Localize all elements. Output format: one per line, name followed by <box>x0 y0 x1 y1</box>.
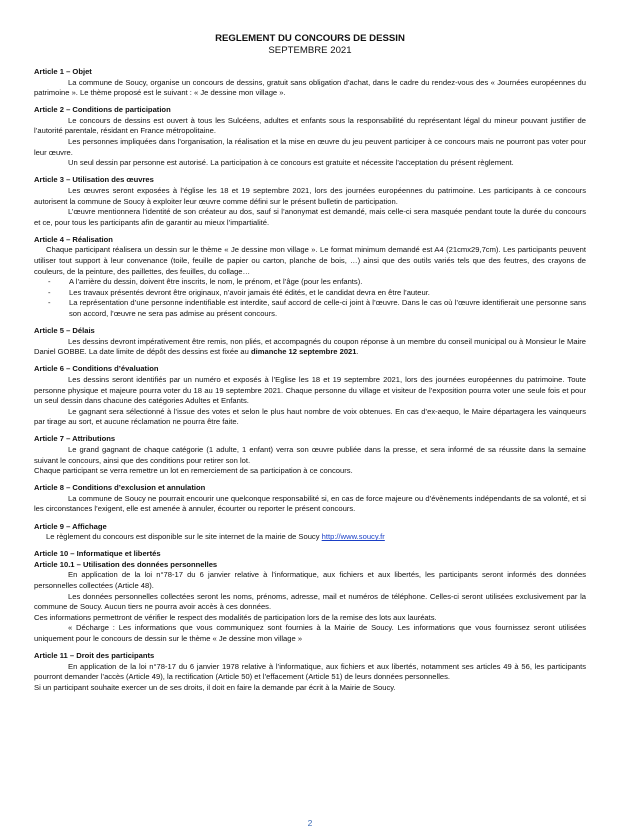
list-item: - Les travaux présentés devront être originaux, n’avoir jamais été édités, et le candidat devra en être l’auteur. <box>34 288 586 299</box>
article-1-title: Article 1 – Objet <box>34 67 92 76</box>
article-6-paragraph: Le gagnant sera sélectionné à l’issue des votes et selon le plus haut nombre de voix obtenues. En cas d’ex-aequo, le Maire départagera les vainqueurs par tirage au sort, et aucune réclamation ne pourra être faite. <box>34 406 586 427</box>
article-5-title: Article 5 – Délais <box>34 326 95 336</box>
article-10-title: Article 10 – Informatique et libertés <box>34 549 161 559</box>
article-2-paragraph: Les personnes impliquées dans l’organisation, la réalisation et la mise en œuvre du jeu peuvent participer à ce concours mais ne pourront pas voter pour leur œuvre. <box>34 137 586 157</box>
document-subtitle: SEPTEMBRE 2021 <box>268 45 352 56</box>
article-4-list <box>34 277 586 319</box>
article-7-paragraph: Le grand gagnant de chaque catégorie (1 adulte, 1 enfant) verra son œuvre publiée dans la presse, et sera informé de sa réussite dans la semaine suivant le concours, ainsi que des conditions pour retirer son lot. <box>34 445 586 465</box>
article-4-title: Article 4 – Réalisation <box>34 234 113 244</box>
article-9 <box>34 522 586 543</box>
article-10-paragraph: « Décharge : Les informations que vous communiquez sont fournies à la Mairie de Soucy. Les informations que vous fournissez seront utilisées uniquement pour le concours de dessin sur le thème « Je dessine mon village » <box>34 623 586 643</box>
article-3-paragraph: L’œuvre mentionnera l’identité de son créateur au dos, sauf si l’anonymat est demandé, mais celle-ci sera masquée pendant toute la durée du concours et ce, pour tous les participants afin de garantir au mieux l’impartialité. <box>34 207 586 227</box>
page-number: 2 <box>307 818 313 828</box>
list-item: - La représentation d’une personne indentifiable est interdite, sauf accord de celle-ci joint à l’œuvre. Dans le cas où l’œuvre identifierait une personne sans son accord, l’œuvre ne sera pas admise au présent concours. <box>34 298 586 319</box>
article-8 <box>34 483 586 515</box>
article-2 <box>34 105 586 169</box>
article-5-text: Les dessins devront impérativement être remis, non pliés, et accompagnés du coupon réponse à un membre du conseil municipal ou à Monsieur le Maire Daniel GOBBE. La date limite de dépôt des dessins est fixée au <box>34 336 586 357</box>
article-5-end: . <box>356 347 359 357</box>
article-8-paragraph: La commune de Soucy ne pourrait encourir une quelconque responsabilité si, en cas de force majeure ou d’évènements indépendants de sa volonté, et si les circonstances l’exigent, elle est amenée à annuler, écourter ou reporter le présent concours. <box>34 493 586 514</box>
article-9-text: Le règlement du concours est disponible sur le site internet de la mairie de Soucy <box>46 532 320 542</box>
article-11-title: Article 11 – Droit des participants <box>34 651 155 661</box>
article-10-paragraph: Les données personnelles collectées seront les noms, prénoms, adresse, mail et numéros de téléphone. Celles-ci seront utilisées exclusivement par la commune de Soucy. Aucun tiers ne pourra avoir accès à ces données. <box>34 591 586 612</box>
article-11-paragraph: En application de la loi n°78-17 du 6 janvier 1978 relative à l’informatique, aux fichiers et aux libertés, notamment ses articles 49 à 56, les participants pourront demander l’accès (Article 49), la rectification (Article 50) et l’effacement (Article 51) de leurs données personnelles. <box>34 661 586 682</box>
document-title: REGLEMENT DU CONCOURS DE DESSIN <box>215 33 405 44</box>
article-11 <box>34 651 586 693</box>
article-3 <box>34 175 586 228</box>
article-7 <box>34 434 586 476</box>
article-6 <box>34 364 586 428</box>
article-2-paragraph: Le concours de dessins est ouvert à tous les Sulcéens, adultes et enfants sous la responsabilité du représentant légal du mineur pouvant justifier de l’autorité parentale, résidant en France métropolitaine. <box>34 115 586 136</box>
article-9-paragraph <box>34 532 586 543</box>
list-item: - A l’arrière du dessin, doivent être inscrits, le nom, le prénom, et l’âge (pour les enfants). <box>34 277 586 288</box>
website-link[interactable]: http://www.soucy.fr <box>321 532 385 542</box>
article-6-paragraph: Les dessins seront identifiés par un numéro et exposés à l’Eglise les 18 et 19 septembre 2021, lors des journées européennes du patrimoine. Toute personne physique et majeure pourra voter du 18 au 19 septembre 2021. Chaque personne du village et visiteur de l’exposition pourra voter une seule fois et pour un seul dessin dans chacune des catégories Adultes et Enfants. <box>34 374 586 406</box>
article-10 <box>34 549 586 644</box>
article-2-title: Article 2 – Conditions de participation <box>34 105 171 115</box>
article-5-paragraph <box>34 337 586 358</box>
article-9-title: Article 9 – Affichage <box>34 521 107 531</box>
article-10-paragraph: Ces informations permettront de vérifier le respect des modalités de participation lors de la remise des lots aux lauréats. <box>34 612 437 622</box>
article-10-paragraph: En application de la loi n°78-17 du 6 janvier relative à l’informatique, aux fichiers et aux libertés, les participants seront informés des données personnelles collectées (Article 48). <box>34 570 586 591</box>
article-5 <box>34 326 586 358</box>
deadline-date: dimanche 12 septembre 2021 <box>250 347 357 357</box>
article-2-paragraph: Un seul dessin par personne est autorisé. La participation à ce concours est gratuite et nécessite l’acceptation du présent règlement. <box>68 158 514 168</box>
article-8-title: Article 8 – Conditions d’exclusion et annulation <box>34 483 206 493</box>
article-4-paragraph: Chaque participant réalisera un dessin sur le thème « Je dessine mon village ». Le format minimum demandé est A4 (21cmx29,7cm). Les participants peuvent utiliser tout support à leur convenance (toile, feuille de papier ou carton, planche de bois, …) ainsi que des outils variés tels que des feutres, des crayons de couleurs, de la peinture, des paillettes, des feuilles, du collage… <box>34 245 586 276</box>
article-1-paragraph: La commune de Soucy, organise un concours de dessins, gratuit sans obligation d’achat, dans le cadre du rendez-vous des « Journées européennes du patrimoine ». Le thème proposé est le suivant : « Je dessine mon village ». <box>34 77 586 98</box>
article-3-paragraph: Les œuvres seront exposées à l’église les 18 et 19 septembre 2021, lors des journées européennes du patrimoine. Les participants à ce concours autorisent la commune de Soucy à exploiter leur œuvre comme défini sur le présent bulletin de participation. <box>34 185 586 206</box>
article-7-paragraph: Chaque participant se verra remettre un lot en remerciement de sa participation à ce concours. <box>34 466 353 476</box>
article-11-paragraph: Si un participant souhaite exercer un de ses droits, il doit en faire la demande par écrit à la Mairie de Soucy. <box>34 682 396 692</box>
article-4 <box>34 235 586 320</box>
article-10-1-title: Article 10.1 – Utilisation des données personnelles <box>34 559 218 569</box>
article-7-title: Article 7 – Attributions <box>34 434 116 444</box>
article-3-title: Article 3 – Utilisation des œuvres <box>34 175 154 185</box>
article-6-title: Article 6 – Conditions d’évaluation <box>34 364 159 374</box>
document-header <box>34 33 586 57</box>
article-1 <box>34 67 586 99</box>
